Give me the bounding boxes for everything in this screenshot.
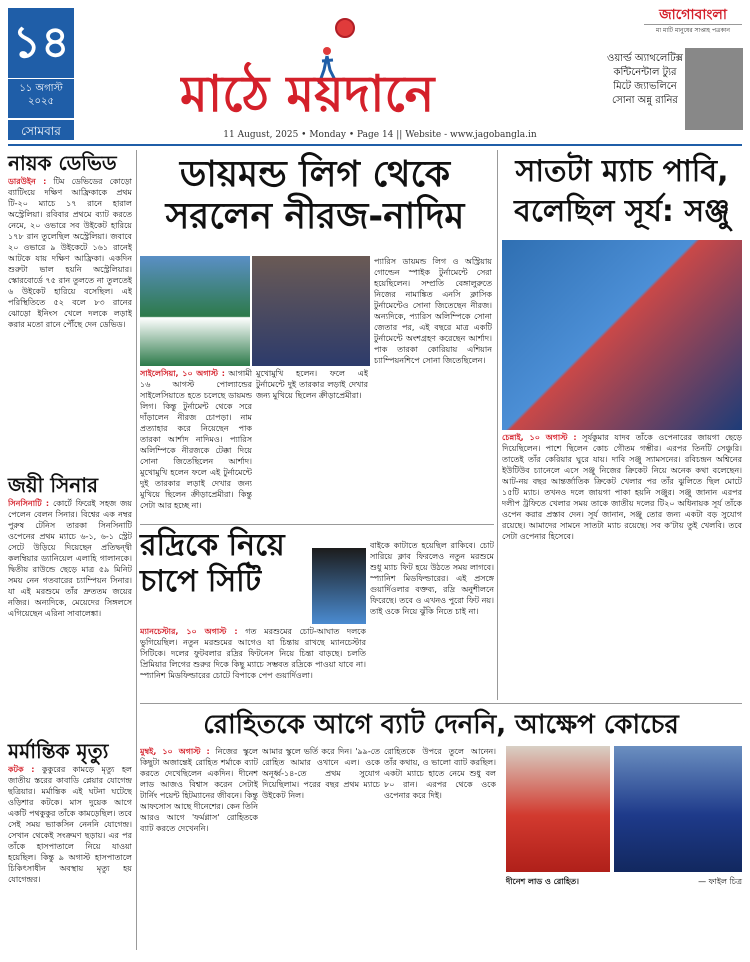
rohit-story-col1: [140, 746, 258, 956]
rohit-story-col3: রোহিতকে উপরে তুলে আনেন। তাঁর কথায়, ও ভালো ব্যাট করছিল। একটা ম্যাচে হাতে নেমে শুধু বল ৮০ রান। এরপর থেকে ওকে ওপেনার করে দিই।: [384, 747, 496, 800]
left-story-sinner: [8, 498, 132, 728]
dateline: ডারউইন :: [8, 177, 47, 186]
rohit-divider: [140, 703, 742, 704]
main-story-col3: প্যারিস ডায়মন্ড লিগ ও অস্ট্রিয়ায় গোল্ডেন স্পাইক টুর্নামেন্টে সেরা হয়েছিলেন। সম্প্রতি বেঙ্গালুরুতে নিজের নামাঙ্কিত এনসি ক্লাসিক টুর্নামেন্টেও সোনা জিতেছেন নীরজ। অন্যদিকে, প্যারিস অলিম্পিকে সোনা জেতার পর, এই বছরে মাত্র একটি টুর্নামেন্টে অংশগ্রহণ করেছেন আর্শাদ। পাক তারকা কোরিয়ায় এশিয়ান চ্যাম্পিয়নশিপে সোনা জিতেছিলেন।: [374, 257, 492, 365]
sanju-story: [502, 432, 742, 700]
main-story-col2: মুখোমুখি হলেন। ফলে এই টুর্নামেন্টে দুই তারকার লড়াই দেখার জন্য মুখিয়ে ছিলেন ক্রীড়াপ্রেমীরা।: [256, 369, 368, 400]
sanju-headline: সাতটা ম্যাচ পাবি, বলেছিল সূর্য: সঞ্জু: [514, 154, 730, 229]
story-text: আগামী ১৬ আগস্ট পোল্যান্ডের সাইলেসিয়াতে হতে চলেছে ডায়মন্ড লিগ। কিন্তু টুর্নামেন্ট থেকে সরে দাঁড়ালেন নীরজ চোপড়া। নাম প্রত্যাহার করে নিয়েছেন পাক তারকা আর্শাদ নাদিমও। প্যারিস অলিম্পিকে নীরজকে টেক্কা দিয়ে সোনা জিতেছিলেন আর্শাদ। মুখোমুখি হলেন ফলে এই টুর্নামেন্টে দুই তারকার লড়াই দেখার জন্য মুখিয়ে ছিলেন ক্রীড়াপ্রেমীরা। কিন্তু সেটা আর হচ্ছে না।: [140, 369, 252, 510]
dateline: ম্যানচেস্টার, ১০ অগাস্ট :: [140, 627, 238, 636]
rohit-story-col2: আমার স্কুলে ভর্তি করে দিন। '৯৯-তে রোহিত আমার ওখানে এল। ওকে অনূর্ধ্ব-১৪-তে প্রথম সুযোগ দিয়েছিলাম। পরের বছর প্রথম ম্যাচে উইকেট নিল।: [262, 747, 380, 800]
rodri-story-col2: [370, 540, 494, 700]
dateline: কটক :: [8, 765, 35, 774]
left-head-death: মর্মান্তিক মৃত্যু: [8, 739, 109, 763]
date-month: ১১ অগাস্ট: [8, 78, 74, 95]
story-text: বাইকে কাটাতে হয়েছিল রাকিবে। চোট সারিয়ে ক্লাব ফিরলেও নতুন মরশুমে শুধু ম্যাচ ফিট হয়ে উঠতে সময় লাগবে।: [370, 541, 494, 572]
main-story-col1: [140, 368, 252, 520]
date-year: ২০২৫: [28, 96, 54, 107]
story-text: স্প্যানিশ মিডফিল্ডারের। এই প্রসঙ্গে গুয়ার্দিওলার বক্তব্য, রদ্রি অনুশীলনে ফিরেছে। তবে ও এখনও পুরো ফিট নয়। তাই ওকে নিয়ে ঝুঁকি নিতে চাই না।: [370, 574, 494, 616]
brand-name: জাগোবাংলা: [659, 7, 727, 23]
rohit-headline: রোহিতকে আগে ব্যাট দেননি, আক্ষেপ কোচের: [203, 710, 679, 740]
left-story-david: [8, 176, 132, 466]
date-weekday: সোমবার: [8, 118, 74, 140]
story-text: কুকুরের কামড়ে মৃত্যু হল জাতীয় স্তরের কাবাডি প্লেয়ার যোগেন্দ্র ছত্রিয়ার। মর্মান্তিক এই ঘটনা ঘটেছে ওড়িশার কটকে। মাস দুয়েক আগে একটি পথকুকুর তাঁকে কামড়েছিল। তবে সেই সময় ভ্যাকসিন নেননি যোগেন্দ্র। সেখান থেকেই সংক্রমণ ছড়ায়। এর পর তাঁকে হাসপাতালে নিয়ে যাওয়া হয়েছিল। কিন্তু ৯ অগাস্ট হাসপাতালে চিকিৎসাধীন অবস্থায় মৃত্যু হয় যোগেন্দ্রর।: [8, 765, 132, 884]
left-head-david: নায়ক ডেভিড: [8, 151, 117, 175]
dateline: চেন্নাই, ১০ অগাস্ট :: [502, 433, 577, 442]
dateline: সাইলেসিয়া, ১০ অগাস্ট :: [140, 369, 225, 378]
rohit-photo: [614, 746, 742, 872]
rodri-story-col1: [140, 626, 366, 700]
brand-logo: [644, 6, 742, 36]
rohit-caption-left: দীনেশ লাড ও রোহিত।: [506, 877, 579, 886]
date-day-number: ১৪: [12, 17, 70, 68]
main-headline: ডায়মন্ড লিগ থেকে সরলেন নীরজ-নাদিম: [165, 154, 465, 237]
main-divider: [140, 524, 494, 525]
athlete-photo: [685, 48, 743, 130]
column-divider: [136, 150, 137, 950]
left-column: [8, 150, 132, 955]
story-text: সঞ্জু জানান এরপর দলীপ ট্রফিতে খেলার সময় তাকে জাতীয় দলের টি২০ অধিনায়ক সূর্য তাঁকে ওপেন করার প্রস্তাব দেন। সূর্য জানান, সঞ্জু তোর জন্য একটা বড় সুযোগ রয়েছে। আমাদের সামনে সাতটা ম্যাচ রয়েছে। সব ক'টায় তুই খেলবি। তবে সেটা ওপেনার হিসেবে।: [502, 488, 742, 541]
info-line: 11 August, 2025 • Monday • Page 14 || Website - www.jagobangla.in: [223, 130, 537, 140]
brand-tagline: মা মাটি মানুষের সাপ্তাহ পত্রকান: [644, 24, 742, 36]
neeraj-photo: [252, 256, 370, 366]
date-box: [8, 8, 74, 140]
promo-text: ওয়ার্ল্ড অ্যাথলেটিক্স কন্টিনেন্টাল ট্যুর মিটে জ্যাভলিনে সোনা অন্নু রানির: [607, 53, 683, 106]
story-text: নিজের স্কুলে কিছুটা অজান্তেই রোহিত শর্মাকে ব্যাট করতে দেখেছিলেন একদিন। দীনেশ লাড আজও বিশ্বাস করেন সেটাই টার্নিং পয়েন্ট হিটম্যানের জীবনে। কিন্তু আফসোস আছে দীনেশের। কেন তিনি আরও আগে 'ফর্মগ্লাস' রোহিতকে ব্যাট করতে দেখেননি।: [140, 747, 258, 833]
sanju-surya-photo: [502, 240, 742, 430]
rohit-caption-right: — ফাইল চিত্র: [698, 877, 742, 886]
dateline: সিনসিনাটি :: [8, 499, 50, 508]
left-story-death: [8, 764, 132, 962]
column-divider: [497, 150, 498, 700]
arshad-photo: [140, 256, 250, 366]
dateline: মুম্বই, ১০ অগাস্ট :: [140, 747, 210, 756]
football-icon: [335, 18, 355, 38]
story-text: গত মরশুমের চোট-আঘাত দলকে ভুগিয়েছিল। নতুন মরশুমের আগেও যা চিন্তায় রাখছে ম্যানচেস্টার সিটিকে। দলের ফুটবলার রদ্রির ফিটনেস নিয়ে চিন্তা বাড়ছে। চলতি প্রিমিয়ার লিগের শুরুর দিকে কিছু ম্যাচে সম্ভবত রদ্রিকে পাওয়া যাবে না। স্প্যানিশ মিডফিল্ডারের চোটে বিপাকে পেপ গুয়ার্দিওলা।: [140, 627, 366, 680]
rodri-photo: [312, 548, 366, 624]
top-rule: [8, 144, 742, 146]
masthead-title: মাঠে ময়দানে: [180, 64, 435, 123]
story-text: টিম ডেভিডের কোড়ো ব্যাটিংয়ে দক্ষিণ আফ্রিকাকে প্রথম টি-২০ ম্যাচে ১৭ রানে হারাল অস্ট্রেলিয়া। রবিবার প্রথমে ব্যাট করতে নেমে, ২০ ওভারে সব উইকেট হারিয়ে ১৭৮ রান তুলেছিল অস্ট্রেলিয়া। জবাবে ২০ ওভারে ৯ উইকেটে ১৬১ রানেই আটকে যায় দক্ষিণ আফ্রিকা। একদিন শুরুটা ভাল হয়নি অস্ট্রেলিয়ার। স্কোরবোর্ডে ৭৫ রান তুলতে না তুলতেই ৬ উইকেট হারিয়ে বসেছিল। এই পরিস্থিতিতে ৫২ বলে ৮৩ রানের ঝোড়ো ইনিংস খেলে দলকে লড়াই করার মতো রানে পৌঁছে দেন ডেভিড।: [8, 177, 132, 329]
rodri-headline: রদ্রিকে নিয়ে চাপে সিটি: [140, 528, 285, 599]
story-text: সূর্যকুমার যাদব তাঁকে ওপেনারের জায়গা ছেড়ে দিয়েছিলেন। পাশে ছিলেন কোচ গৌতম গম্ভীর। এরপর তিনটি সেঞ্চুরি। তাতেই তাঁর কেরিয়ার ঘুরে যায়। দাবি সঞ্জু স্যামসনের। রবিচন্দ্রন অশ্বিনের ইউটিউব চ্যানেলে এসে সঞ্জু নিজের ক্রিকেট নিয়ে অনেক কথা বলেছেন। আট-নয় বছর আন্তর্জাতিক ক্রিকেট খেলার পর তাঁর ঝুলিতে ছিল মোটে ১৫টি ম্যাচ। তখনও দলে জায়গা পাকা হয়নি সঞ্জুর।: [502, 433, 742, 497]
left-head-sinner: জয়ী সিনার: [8, 473, 99, 497]
story-text: কোর্টে ফিরেই সহজ জয় পেলেন বেলন সিনার। বিশ্বের এক নম্বর পুরুষ টেনিস তারকা সিনসিনাটি ওপেনের প্রথম ম্যাচে ৬-১, ৬-১ স্ট্রেট সেটে উড়িয়ে দিয়েছেন প্রতিদ্বন্দ্বী কলম্বিয়ার ড্যানিয়েল এলাহি গালানকে। দ্বিতীয় রাউন্ডে ছেড়ে মাত্র ৫৯ মিনিট সময় নেন গতবারের চ্যাম্পিয়ন সিনার। যা এই মরশুমে তাঁর দ্রুততম জয়ের নজির। অন্যদিকে, মেয়েদের সিঙ্গলসে এগিয়েছেন এরিনা সাবালেঙ্কা।: [8, 499, 132, 618]
dinesh-lad-photo: [506, 746, 610, 872]
